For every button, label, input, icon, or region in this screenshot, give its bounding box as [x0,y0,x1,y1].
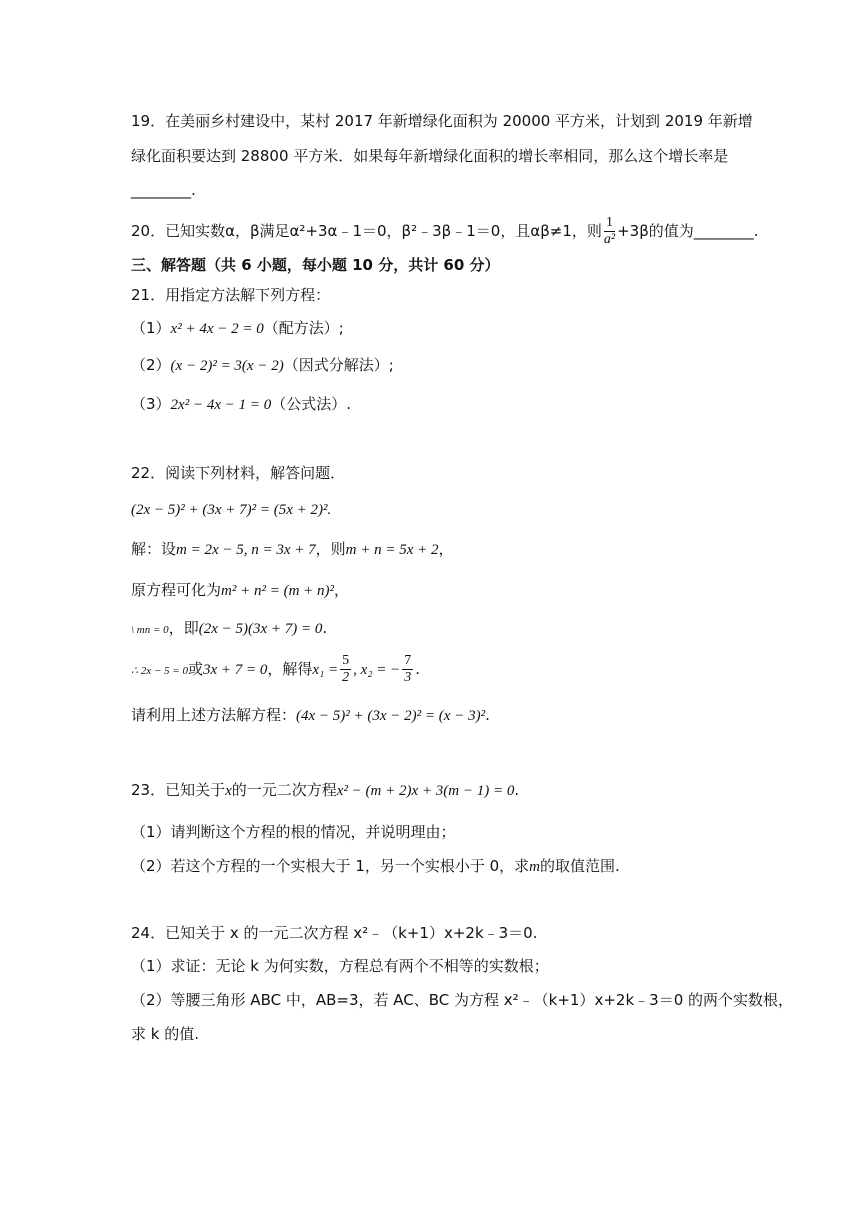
q23-p2-m: m [529,859,541,875]
q22-sol2-b: m² + n² = (m + n)² [221,583,335,599]
q22-sol1-b: m = 2x − 5, n = 3x + 7 [176,542,316,558]
q20-fraction [604,215,615,248]
q22-sol4-b: 或 [187,660,203,678]
q22-sol4-d: ，解得 [267,660,313,678]
q21-p3-equation: 2x² − 4x − 1 = 0 [170,397,272,413]
q22-solution-line4 [131,652,420,688]
q23-part2 [131,856,620,877]
q22-sol2-c: ， [334,581,350,599]
q22-frac2-den: 3 [404,670,412,685]
q22-frac-5-2 [340,653,351,686]
q23-stem-a: 23．已知关于 [131,781,226,799]
q23-part1: （1）请判断这个方程的根的情况，并说明理由； [131,823,456,841]
q21-part1 [131,318,344,339]
q24-part1: （1）求证：无论 k 为何实数，方程总有两个不相等的实数根； [131,957,549,975]
q21-part3 [131,394,351,415]
q21-part2 [131,355,394,376]
q24-part2: （2）等腰三角形 ABC 中，AB=3，若 AC、BC 为方程 x²﹣（k+1）x+2k﹣3＝0 的两个实数根， [131,991,794,1009]
q24-stem: 24．已知关于 x 的一元二次方程 x²﹣（k+1）x+2k﹣3＝0. [131,924,538,942]
q21-p2-equation: (x − 2)² = 3(x − 2) [170,358,284,374]
q22-frac1-num: 5 [342,653,350,668]
q22-solution-line1 [131,539,454,560]
q20-frac-num: 1 [604,215,615,232]
q22-frac1-den: 2 [342,670,350,685]
q22-sol1-d: m + n = 5x + 2 [345,542,439,558]
q21-p3-method: （公式法）. [271,395,352,413]
q19-line1: 19．在美丽乡村建设中，某村 2017 年新增绿化面积为 20000 平方米，计划到 2019 年新增 [131,112,753,130]
q20-frac-den: a² [603,232,616,247]
q22-sol3-a: \ mn = 0 [131,624,169,636]
q21-p3-label: （3） [131,395,171,413]
q21-p2-method: （因式分解法）; [283,356,394,374]
q22-solution-line2 [131,580,349,601]
q22-sol4-e: x₁ = [312,662,339,678]
q22-stem: 22．阅读下列材料，解答问题． [131,464,346,482]
q23-p2-a: （2）若这个方程的一个实根大于 1，另一个实根小于 0，求 [131,857,530,875]
q22-task-a: 请利用上述方法解方程： [131,706,297,724]
q22-equation: (2x − 5)² + (3x + 7)² = (5x + 2)². [131,502,332,518]
q22-sol1-c: ，则 [315,540,346,558]
q23-stem [131,780,519,801]
q22-sol3-c: (2x − 5)(3x + 7) = 0 [198,621,323,637]
q22-task-c: . [485,706,490,724]
q22-task-equation: (4x − 5)² + (3x − 2)² = (x − 3)² [296,708,486,724]
q21-p1-label: （1） [131,319,171,337]
q22-frac2-num: 7 [404,653,412,668]
q22-sol4-a: ∴ 2x − 5 = 0 [131,665,188,677]
q23-stem-b: 的一元二次方程 [231,781,337,799]
q20-suffix: +3β的值为________. [617,222,759,240]
q22-sol4-g: , x₂ = − [353,662,401,678]
q22-sol4-c: 3x + 7 = 0 [203,662,268,678]
q24-part2-cont: 求 k 的值. [131,1025,199,1043]
q22-task [131,705,490,726]
question-20 [131,215,759,248]
q21-stem: 21．用指定方法解下列方程： [131,286,331,304]
q21-p1-method: （配方法）; [263,319,344,337]
q22-sol2-a: 原方程可化为 [131,581,222,599]
q23-equation: x² − (m + 2)x + 3(m − 1) = 0 [336,783,515,799]
q23-stem-x: x [225,783,232,799]
q21-p2-label: （2） [131,356,171,374]
q20-prefix: 20．已知实数α，β满足α²+3α﹣1＝0，β²﹣3β﹣1＝0，且αβ≠1，则 [131,222,602,240]
q22-solution-line3 [131,618,327,640]
q22-sol1-e: ， [438,540,454,558]
section-3-title: 三、解答题（共 6 小题，每小题 10 分，共计 60 分） [131,256,500,274]
q23-stem-c: . [514,781,520,799]
q19-line2: 绿化面积要达到 28800 平方米．如果每年新增绿化面积的增长率相同，那么这个增长率是 [131,147,729,165]
q22-sol3-b: ，即 [168,619,199,637]
q22-sol4-h: . [415,660,421,678]
q23-p2-b: 的取值范围. [540,857,620,875]
q22-sol3-d: . [322,619,328,637]
q22-sol1-a: 解：设 [131,540,177,558]
q19-line3: ________. [131,181,196,199]
q22-frac-7-3 [402,653,413,686]
q21-p1-equation: x² + 4x − 2 = 0 [170,321,264,337]
